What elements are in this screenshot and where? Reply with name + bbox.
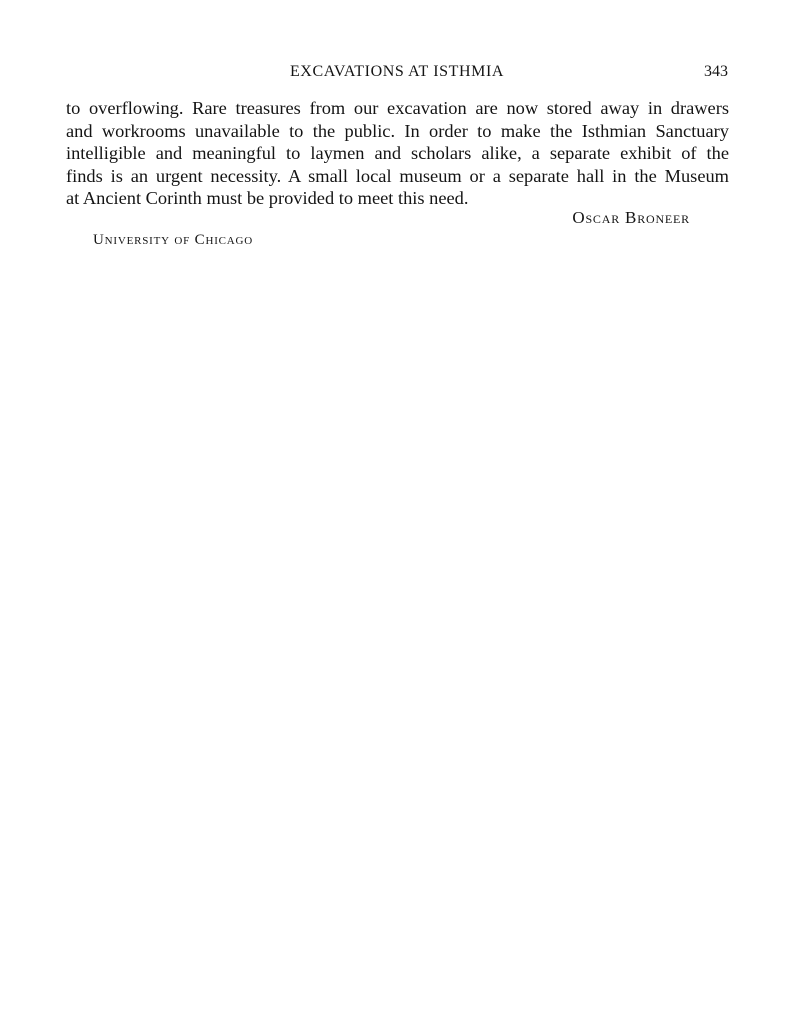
paragraph-line: finds is an urgent necessity. A small local museum or a separate hall in the Museum [66, 165, 729, 186]
body-paragraph [66, 97, 729, 210]
paragraph-line: to overflowing. Rare treasures from our excavation are now stored away in drawers [66, 98, 729, 118]
author-affiliation: University of Chicago [93, 232, 254, 248]
paragraph-line: intelligible and meaningful to laymen and scholars alike, a separate exhibit of the [66, 143, 729, 163]
paragraph-line: and workrooms unavailable to the public. In order to make the Isthmian Sanctuary [66, 120, 729, 141]
page-number: 343 [704, 63, 728, 80]
running-head [0, 60, 794, 84]
paragraph-line: at Ancient Corinth must be provided to meet this need. [66, 188, 469, 208]
author-signature: Oscar Broneer [572, 208, 690, 227]
running-title: EXCAVATIONS AT ISTHMIA [289, 63, 505, 80]
